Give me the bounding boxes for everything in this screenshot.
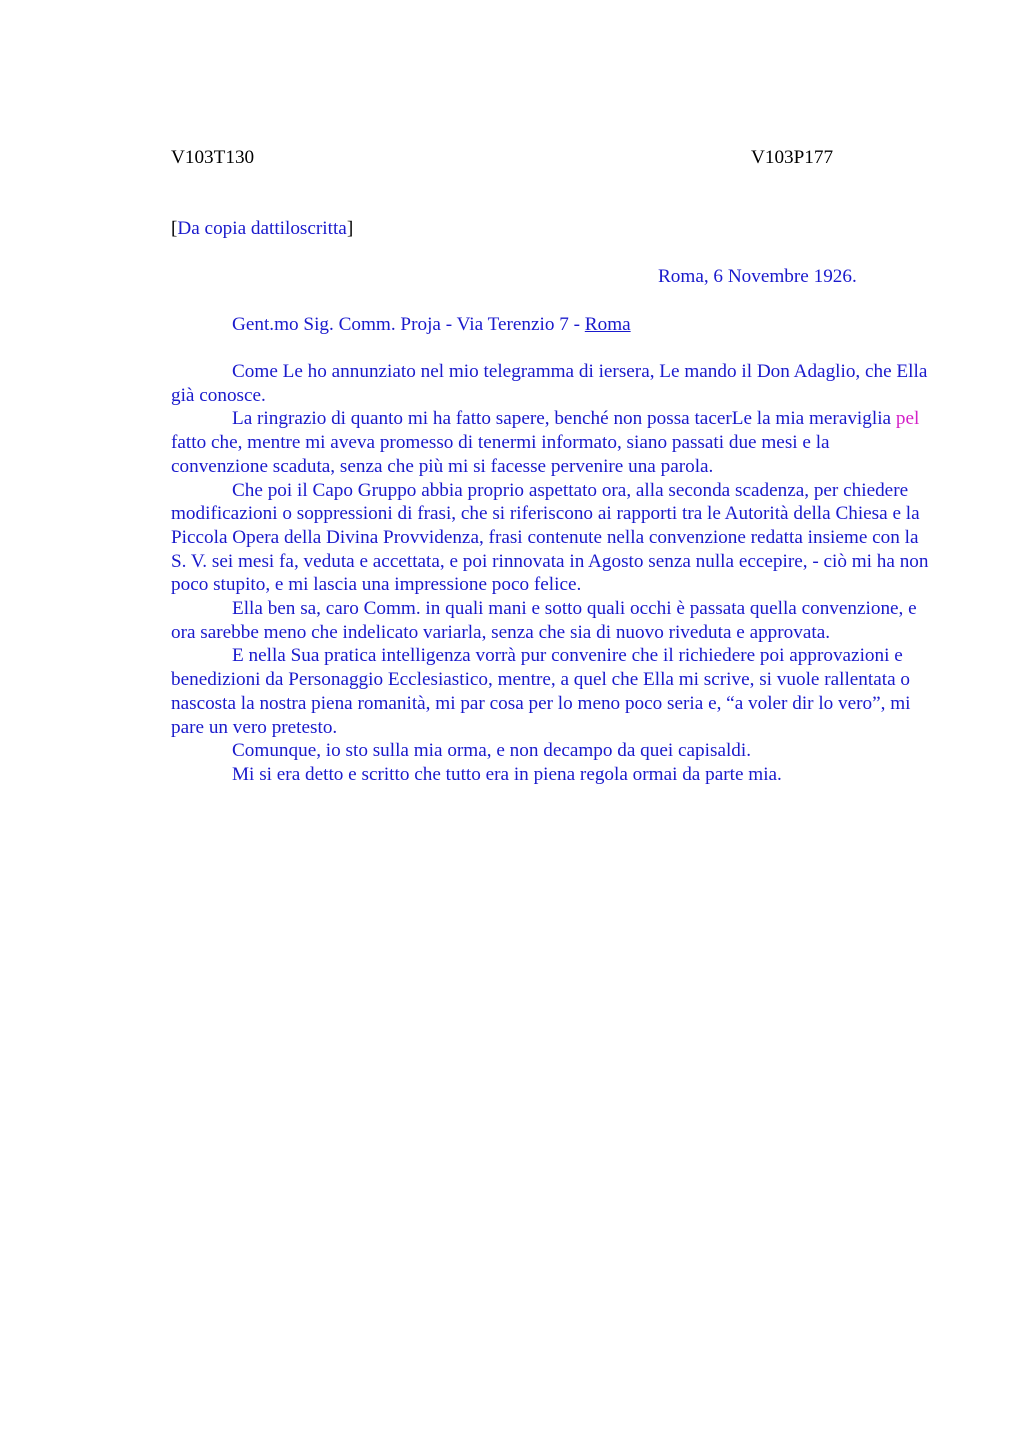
source-note-open-bracket: [: [171, 218, 178, 239]
reference-code-right: V103P177: [751, 147, 834, 168]
paragraph-2-end: fatto che, mentre mi aveva promesso di tenermi informato, siano passati due mesi e la convenzione scaduta, senza che più mi si facesse pervenire una parola.: [171, 432, 830, 477]
paragraph-3: Che poi il Capo Gruppo abbia proprio aspettato ora, alla seconda scadenza, per chiedere modificazioni o soppressioni di frasi, che si riferiscono ai rapporti tra le Autorità della Chiesa e la Piccola Opera della Divina Provvidenza, frasi contenute nella convenzione redatta insieme con la S. V. sei mesi fa, veduta e accettata, e poi rinnovata in Agosto senza nulla eccepire, - ciò mi ha non poco stupito, e mi lascia una impressione poco felice.: [171, 479, 929, 596]
source-note-close-bracket: ]: [346, 218, 354, 239]
paragraph-2: [171, 407, 931, 478]
paragraph-4: Ella ben sa, caro Comm. in quali mani e sotto quali occhi è passata quella convenzione, e ora sarebbe meno che indelicato variarla, senza che sia di nuovo riveduta e approvata.: [171, 598, 917, 643]
letter-body: [171, 360, 931, 787]
paragraph-7: Mi si era detto e scritto che tutto era in piena regola ormai da parte mia.: [232, 763, 782, 785]
source-note-text: Da copia dattiloscritta: [177, 218, 347, 239]
source-note: [171, 217, 353, 241]
address-text: Gent.mo Sig. Comm. Proja - Via Terenzio 7 -: [232, 314, 585, 335]
letter-date: Roma, 6 Novembre 1926.: [658, 266, 857, 287]
paragraph-6: Comunque, io sto sulla mia orma, e non decampo da quei capisaldi.: [232, 740, 752, 762]
paragraph-2-start: La ringrazio di quanto mi ha fatto sapere, benché non possa tacerLe la mia meraviglia: [232, 408, 896, 430]
highlighted-word: pel: [895, 408, 920, 430]
reference-code-left: V103T130: [171, 147, 255, 168]
letter-address: [232, 313, 631, 337]
paragraph-5: E nella Sua pratica intelligenza vorrà pur convenire che il richiedere poi approvazioni e benedizioni da Personaggio Ecclesiastico, mentre, a quel che Ella mi scrive, si vuole rallentata o nascosta la nostra piena romanità, mi par cosa per lo meno poco seria e, “a voler dir lo vero”, mi pare un vero pretesto.: [171, 645, 911, 738]
paragraph-1: Come Le ho annunziato nel mio telegramma di iersera, Le mando il Don Adaglio, che Ella già conosce.: [171, 361, 928, 406]
address-city: Roma: [584, 314, 631, 335]
